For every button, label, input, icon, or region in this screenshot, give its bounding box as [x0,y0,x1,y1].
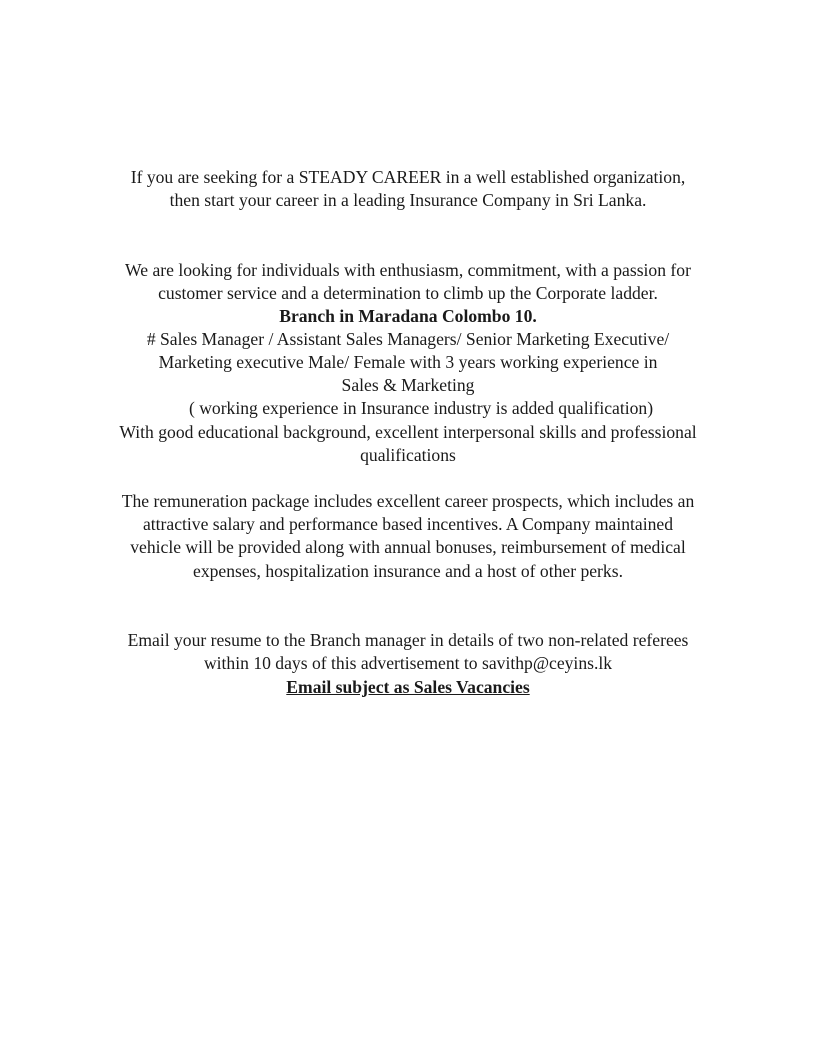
remuneration-line-2: attractive salary and performance based incentives. A Company maintained [142,514,674,534]
positions-line-2: Marketing executive Male/ Female with 3 years working experience in [158,352,658,372]
email-subject-line [0,676,816,699]
positions-line-6: qualifications [360,445,456,465]
positions-line-1: # Sales Manager / Assistant Sales Managers/ Senior Marketing Executive/ [146,329,670,349]
positions-line-5: With good educational background, excellent interpersonal skills and professional [119,422,697,442]
intro-line-2: then start your career in a leading Insurance Company in Sri Lanka. [169,190,647,210]
looking-for-line-2: customer service and a determination to climb up the Corporate ladder. [158,283,658,303]
positions-line-4: ( working experience in Insurance industry is added qualification) [188,398,654,418]
positions-line-3: Sales & Marketing [341,375,475,395]
apply-line-2: within 10 days of this advertisement to savithp@ceyins.lk [203,653,613,673]
remuneration-line-3: vehicle will be provided along with annual bonuses, reimbursement of medical [130,537,686,557]
remuneration-line-4: expenses, hospitalization insurance and a host of other perks. [193,561,623,581]
apply-line-1: Email your resume to the Branch manager in details of two non-related referees [127,630,689,650]
intro-line-1: If you are seeking for a STEADY CAREER in a well established organization, [130,167,686,187]
looking-for-line-1: We are looking for individuals with enthusiasm, commitment, with a passion for [125,260,691,280]
branch-heading: Branch in Maradana Colombo 10. [279,306,537,326]
remuneration-line-1: The remuneration package includes excellent career prospects, which includes an [121,491,695,511]
email-subject-text: Email subject as Sales Vacancies [286,677,530,697]
